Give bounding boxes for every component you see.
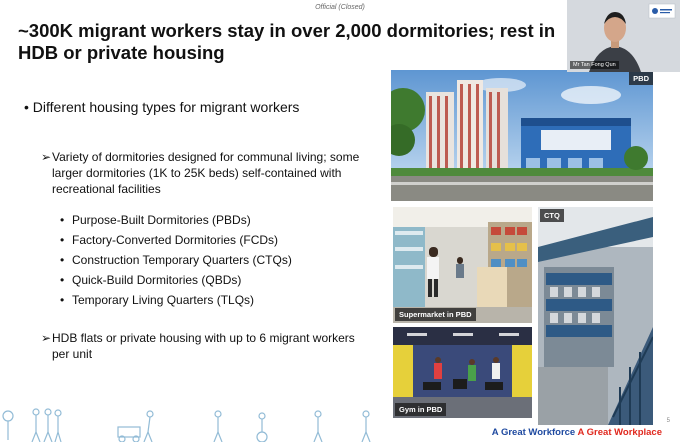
classification-label: Official (Closed) bbox=[315, 4, 365, 11]
photo-pbd bbox=[391, 70, 653, 201]
page-number: 5 bbox=[666, 418, 670, 424]
photo-caption: CTQ bbox=[540, 209, 564, 222]
footer-tagline bbox=[492, 427, 662, 438]
decorative-figures-icon bbox=[0, 402, 540, 442]
sub-point-hdb bbox=[41, 330, 362, 362]
photo-caption: Gym in PBD bbox=[395, 403, 446, 416]
photo-supermarket bbox=[393, 207, 532, 323]
list-item: • Purpose-Built Dormitories (PBDs) bbox=[60, 210, 292, 230]
arrow-bullet-icon: ➢ bbox=[41, 331, 52, 345]
photo-ctq bbox=[538, 207, 653, 425]
sub-point-dormitories bbox=[41, 149, 362, 197]
list-item: • Factory-Converted Dormitories (FCDs) bbox=[60, 230, 292, 250]
sub-point-text: HDB flats or private housing with up to 6 migrant workers per unit bbox=[52, 331, 355, 361]
video-participant-thumbnail[interactable] bbox=[567, 0, 680, 72]
sub-point-text: Variety of dormitories designed for communal living; some larger dormitories (1K to 25K beds) self-contained with recreational facilities bbox=[52, 150, 360, 196]
arrow-bullet-icon: ➢ bbox=[41, 150, 52, 164]
footer-tagline-part2: A Great Workplace bbox=[577, 427, 662, 438]
participant-name: Mr Tan Fong Qun bbox=[570, 61, 619, 69]
slide-title: ~300K migrant workers stay in over 2,000 dormitories; rest in HDB or private housing bbox=[18, 20, 556, 63]
main-bullet: • Different housing types for migrant workers bbox=[24, 99, 300, 115]
footer-tagline-part1: A Great Workforce bbox=[491, 427, 576, 438]
main-bullet-text: Different housing types for migrant workers bbox=[32, 99, 300, 115]
list-item: • Temporary Living Quarters (TLQs) bbox=[60, 290, 292, 310]
photo-caption: PBD bbox=[629, 72, 653, 85]
list-item: • Quick-Build Dormitories (QBDs) bbox=[60, 270, 292, 290]
photo-caption: Supermarket in PBD bbox=[395, 308, 476, 321]
list-item: • Construction Temporary Quarters (CTQs) bbox=[60, 250, 292, 270]
dorm-types-list bbox=[60, 210, 292, 310]
